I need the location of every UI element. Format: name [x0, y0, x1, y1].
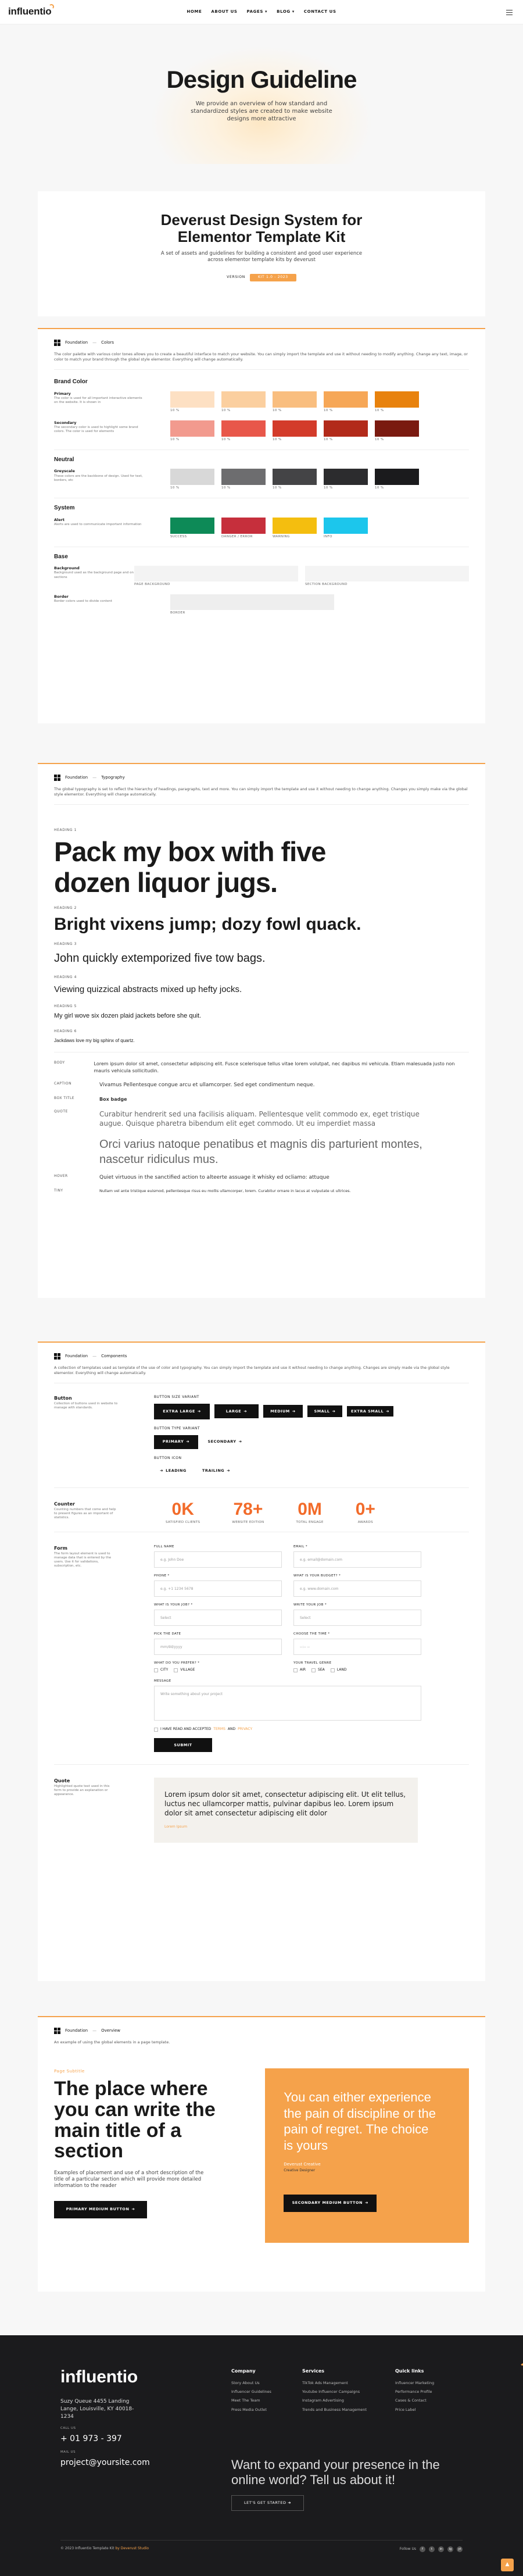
counter-item: 0+ AWARDS [355, 1500, 375, 1525]
kit-desc: A set of assets and guidelines for building a consistent and good user experience across elementor template kits by deverust [160, 251, 363, 263]
color-swatch [273, 518, 317, 540]
quote-label: QUOTE [54, 1109, 68, 1114]
swatch-chip [170, 518, 214, 534]
phone-input[interactable]: e.g. +1 1234 5678 [154, 1580, 282, 1597]
swatch-chip [170, 594, 334, 610]
crumb-separator: — [92, 1354, 97, 1359]
swatch-label: BORDER [170, 611, 185, 615]
swatch-label: 10 % [273, 486, 282, 490]
grey-label: Greyscale [54, 469, 75, 474]
section-desc: The color palette with various color tones allows you to create a beautiful interface to match your website. You can simply import the template and use it without needing to modify anything. Change any text, image, or color to match your brand through the global style elementor. Everything will change automatically. [54, 352, 468, 362]
box-title-label: BOX TITLE [54, 1096, 75, 1100]
alert-swatches [170, 518, 368, 540]
swatch-label: WARNING [273, 534, 290, 538]
follow-label: Follow Us [399, 2546, 416, 2551]
job-select[interactable]: Select [154, 1610, 282, 1626]
footer-link[interactable]: TikTok Ads Management [302, 2380, 348, 2385]
button-label: Button [54, 1396, 72, 1401]
color-swatch [221, 420, 266, 443]
secondary-label: Secondary [54, 420, 77, 425]
footer-col-company: Company Story About Us Influencer Guidelines Meet The Team Press Media Outlet [231, 2368, 271, 2412]
nav-pages[interactable]: PAGES ▾ [246, 9, 268, 15]
footer-col-services: Services TikTok Ads Management Youtube Influencer Campaigns Instagram Advertising Trends and Business Management [302, 2368, 367, 2412]
color-swatch [134, 566, 298, 587]
grid-icon [54, 775, 60, 781]
swatch-label: 10 % [273, 437, 282, 441]
sea-checkbox[interactable]: SEA [311, 1668, 325, 1673]
main-nav [187, 9, 336, 15]
breadcrumb [38, 1343, 485, 1365]
swatch-label: 10 % [170, 437, 180, 441]
quote-sample-large: Orci varius natoque penatibus et magnis dis parturient montes, nascetur ridiculus mus. [99, 1137, 422, 1166]
phone-link[interactable]: + 01 973 - 397 [60, 2434, 122, 2443]
footer-link[interactable]: Influencer Guidelines [231, 2389, 271, 2395]
terms-checkbox[interactable]: I HAVE READ AND ACCEPTED TERMS AND PRIVACY [154, 1727, 421, 1732]
page-title: Design Guideline [166, 66, 357, 93]
grey-swatches [170, 469, 419, 491]
contact-form: FULL NAME e.g. John Doe EMAIL * e.g. email@domain.com PHONE * e.g. +1 1234 5678 WHAT IS YOUR BUDGET? * e.g. www.domain.com WHAT IS YOUR JOB? * Select WRITE YOUR JOB * Select PICK THE DATE mm/dd/yyyy CHOOSE THE TIME * --:-- -- WHAT DO YOU PREFER? * CITY VILLAGE YOUR TRAVEL GENRE AIR SEA LAND MESSAGE Write something about your project I HAVE READ AND ACCEPTED TERMS AND PRIVACY SUBMIT [154, 1545, 421, 1758]
swatch-chip [273, 518, 317, 534]
twitter-icon[interactable]: t [429, 2546, 435, 2552]
footer-link[interactable]: Trends and Business Management [302, 2407, 367, 2412]
color-swatch [375, 391, 419, 413]
grid-icon [54, 340, 60, 346]
background-swatches [134, 566, 469, 587]
typography-section [38, 763, 485, 1298]
logo-arc-icon [49, 4, 54, 9]
quote-sample-small: Curabitur hendrerit sed una facilisis aliquam. Pellentesque velit commodo ex, eget tristique augue. Quisque pharetra bibendum elit eget commodo. Ut eu imperdiet massa [99, 1110, 420, 1128]
primary-button[interactable]: PRIMARY ➜ [154, 1435, 198, 1449]
arrow-icon: ➜ [160, 1468, 164, 1473]
swatch-chip [221, 469, 266, 485]
color-swatch [170, 469, 214, 491]
crumb-separator: — [92, 775, 97, 780]
body-sample: Lorem ipsum dolor sit amet, consectetur adipiscing elit. Fusce scelerisque tellus vitae lorem volutpat, nec dapibus mi vehicula. Etiam malesuada justo non mauris vehicula sollicitudin. [94, 1061, 455, 1074]
swatch-label: 10 % [375, 486, 384, 490]
primary-medium-button[interactable]: PRIMARY MEDIUM BUTTON ➜ [54, 2201, 147, 2218]
swatch-chip [375, 469, 419, 485]
nav-contact[interactable]: CONTACT US [303, 9, 336, 15]
footer-link[interactable]: Performance Profile [395, 2389, 432, 2395]
callout-author: Deverust Creative [284, 2162, 321, 2167]
button-desc: Collection of buttons used in website to manage with standards. [54, 1401, 118, 1410]
footer-cta-text: Want to expand your presence in the online world? Tell us about it! [231, 2457, 440, 2488]
box-title-sample: Box badge [99, 1096, 127, 1102]
quote-block [154, 1778, 418, 1842]
swatch-chip [375, 391, 419, 408]
color-swatch [170, 594, 334, 616]
overview-title: The place where you can write the main title of a section [54, 2078, 216, 2163]
linkedin-icon[interactable]: in [438, 2546, 444, 2552]
message-textarea[interactable]: Write something about your project [154, 1686, 421, 1721]
swatch-label: 10 % [170, 408, 180, 412]
section-desc: An example of using the global elements in a page template. [54, 2040, 170, 2045]
youtube-icon[interactable]: yt [457, 2546, 463, 2552]
xs-button[interactable]: EXTRA SMALL ➜ [347, 1406, 393, 1417]
nav-blog[interactable]: BLOG ▾ [277, 9, 295, 15]
h2-sample: Bright vixens jump; dozy fowl quack. [54, 914, 361, 934]
footer-bottom [60, 2540, 463, 2552]
grid-icon [54, 1353, 60, 1360]
crumb-foundation: Foundation [65, 340, 88, 345]
system-title: System [54, 505, 75, 512]
h1-sample: Pack my box with five dozen liquor jugs. [54, 836, 326, 898]
crumb-typography: Typography [101, 775, 125, 780]
h3-sample: John quickly extemporized five tow bags. [54, 952, 266, 965]
footer-link[interactable]: Press Media Outlet [231, 2407, 267, 2412]
overview-section [38, 2016, 485, 2292]
copyright: © 2023 Influentio Template Kit [60, 2546, 114, 2550]
scroll-top-button[interactable] [501, 2559, 514, 2571]
border-label: Border [54, 594, 69, 600]
secondary-medium-button[interactable]: SECONDARY MEDIUM BUTTON ➜ [284, 2195, 377, 2212]
date-input[interactable]: mm/dd/yyyy [154, 1639, 282, 1655]
logo-arc-icon [520, 2363, 523, 2372]
tiny-sample: Nullam vel ante tristique euismod, pellentesque risus eu mollis ullamcorper, lorem. Curabitur ornare in lacus at vulputate ut ultrices. [99, 1188, 351, 1193]
swatch-label: 10 % [221, 437, 231, 441]
color-swatch [221, 469, 266, 491]
h6-sample: Jackdaws love my big sphinx of quartz. [54, 1037, 135, 1043]
overview-callout [265, 2068, 469, 2243]
nav-home[interactable]: HOME [187, 9, 202, 15]
swatch-chip [273, 469, 317, 485]
site-footer [0, 2335, 523, 2576]
mail-label: MAIL US [60, 2450, 76, 2454]
quote-comp-label: Quote [54, 1778, 70, 1784]
submit-button[interactable]: SUBMIT [154, 1738, 212, 1752]
crumb-colors: Colors [101, 340, 114, 345]
swatch-label: DANGER / ERROR [221, 534, 253, 538]
counter-desc: Counting numbers that come and help to present figures as an important of statistics. [54, 1507, 116, 1520]
footer-link[interactable]: Influencer Marketing [395, 2380, 435, 2385]
border-desc: Border colors used to divide content [54, 600, 113, 604]
swatch-chip [134, 566, 298, 581]
crumb-foundation: Foundation [65, 1354, 88, 1359]
swatch-label: 10 % [221, 408, 231, 412]
village-radio[interactable]: VILLAGE [174, 1668, 195, 1673]
site-header [0, 0, 523, 24]
swatch-label: 10 % [324, 437, 333, 441]
swatch-label: 10 % [324, 486, 333, 490]
background-desc: Background used as the background page and on sections [54, 571, 134, 579]
credit-link[interactable]: by Deverust Studio [115, 2546, 149, 2550]
color-swatch [375, 420, 419, 443]
swatch-label: 10 % [375, 408, 384, 412]
callout-role: Creative Designer [284, 2168, 316, 2173]
footer-link[interactable]: Cases & Contact [395, 2398, 427, 2403]
arrow-up-icon: ▲ [505, 2561, 510, 2568]
overview-text: Examples of placement and use of a short description of the title of a particular section which will provide more detailed information to the reader [54, 2170, 204, 2189]
medium-button[interactable]: MEDIUM ➜ [263, 1405, 303, 1418]
version-badge: KIT 1.0 - 2023 [250, 274, 296, 281]
footer-address: Suzy Queue 4455 Landing Lange, Louisville, KY 40018-1234 [60, 2398, 134, 2420]
color-swatch [170, 420, 214, 443]
alert-desc: Alerts are used to communicate important information [54, 523, 142, 527]
secondary-button[interactable]: SECONDARY ➜ [207, 1439, 242, 1444]
body-label: BODY [54, 1061, 65, 1065]
email-link[interactable]: project@yoursite.com [60, 2457, 150, 2467]
overview-subtitle: Page Subtitle [54, 2069, 85, 2074]
swatch-chip [221, 518, 266, 534]
color-swatch [273, 391, 317, 413]
hover-label: HOVER [54, 1173, 68, 1178]
hover-sample: Quiet virtuous in the sanctified action to alteerte assuage it whisky ed ocliamo: attuque [99, 1174, 329, 1180]
alert-label: Alert [54, 517, 65, 522]
swatch-chip [273, 391, 317, 408]
border-swatches [170, 594, 334, 616]
breadcrumb [38, 2017, 485, 2040]
counter-item: 0K SATISFIED CLIENTS [166, 1500, 200, 1525]
color-swatch [221, 518, 266, 540]
swatch-chip [324, 518, 368, 534]
nav-about[interactable]: ABOUT US [211, 9, 238, 15]
primary-label: Primary [54, 391, 71, 396]
social-links [400, 2546, 463, 2552]
swatch-chip [221, 391, 266, 408]
color-swatch [324, 391, 368, 413]
swatch-chip [324, 420, 368, 437]
page-subtitle: We provide an overview of how standard and standardized styles are created to make website designs more attractive [191, 101, 332, 123]
counter-item: 0M TOTAL ENGAGE [296, 1500, 324, 1525]
type-variant-label: BUTTON TYPE VARIANT [154, 1426, 200, 1430]
budget-input[interactable]: e.g. www.domain.com [293, 1580, 421, 1597]
swatch-chip [324, 391, 368, 408]
fullname-input[interactable]: e.g. John Doe [154, 1551, 282, 1568]
call-label: CALL US [60, 2426, 76, 2430]
kit-title: Deverust Design System for Elementor Template Kit [160, 211, 363, 245]
crumb-foundation: Foundation [65, 775, 88, 780]
quote-text: Lorem ipsum dolor sit amet, consectetur adipiscing elit. Ut elit tellus, luctus nec ullamcorper mattis, pulvinar dapibus leo. Lorem ipsum dolor sit amet consectetur adipiscing elit dolor [164, 1790, 406, 1817]
swatch-chip [273, 420, 317, 437]
footer-link[interactable]: Meet The Team [231, 2398, 260, 2403]
footer-link[interactable]: Price Label [395, 2407, 416, 2412]
swatch-chip [170, 420, 214, 437]
swatch-label: 10 % [273, 408, 282, 412]
counter-label: Counter [54, 1501, 75, 1507]
swatch-chip [375, 420, 419, 437]
color-swatch [375, 469, 419, 491]
air-checkbox[interactable]: AIR [293, 1668, 306, 1673]
xl-button[interactable]: EXTRA LARGE ➜ [154, 1404, 210, 1419]
breadcrumb [38, 329, 485, 352]
leading-icon-button[interactable]: ➜ LEADING [160, 1468, 187, 1473]
version [38, 274, 485, 281]
swatch-chip [170, 391, 214, 408]
caption-sample: Vivamus Pellentesque congue arcu et ullamcorper. Sed eget condimentum neque. [99, 1082, 315, 1088]
color-swatch [324, 469, 368, 491]
crumb-overview: Overview [101, 2028, 121, 2033]
colors-section [38, 328, 485, 723]
footer-logo[interactable]: influentio [60, 2364, 523, 2390]
crumb-separator: — [92, 2028, 97, 2033]
footer-link[interactable]: Youtube Influencer Campaigns [302, 2389, 360, 2395]
quote-author-link[interactable]: Lorem Ipsum [164, 1825, 188, 1829]
primary-desc: The color is used for all important interactive elements on the website. It is shown in [54, 397, 142, 405]
neutral-title: Neutral [54, 456, 74, 463]
background-label: Background [54, 566, 80, 571]
color-swatch [324, 518, 368, 540]
small-button[interactable]: SMALL ➜ [307, 1405, 342, 1417]
footer-link[interactable]: Story About Us [231, 2380, 260, 2385]
write-job-select[interactable]: Select [293, 1610, 421, 1626]
color-swatch [273, 469, 317, 491]
arrow-icon: ➜ [227, 1468, 231, 1473]
color-swatch [273, 420, 317, 443]
secondary-desc: The secondary color is used to highlight some brand colors. The color is used for elements [54, 426, 138, 434]
city-radio[interactable]: CITY [154, 1668, 168, 1673]
swatch-label: 10 % [221, 486, 231, 490]
quote-comp-desc: Highlighted quote text used in this form to provide an explanation or appearance. [54, 1785, 110, 1797]
size-variant-label: BUTTON SIZE VARIANT [154, 1395, 199, 1400]
brand-color-title: Brand Color [54, 379, 88, 386]
swatch-label: SUCCESS [170, 534, 187, 538]
callout-title: You can either experience the pain of discipline or the pain of regret. The choice is yours [284, 2090, 436, 2153]
swatch-label: 10 % [375, 437, 384, 441]
grey-desc: These colors are the backbone of design. Used for text, borders, etc [54, 474, 143, 482]
color-swatch [170, 518, 214, 540]
land-checkbox[interactable]: LAND [331, 1668, 347, 1673]
swatch-chip [170, 469, 214, 485]
large-button[interactable]: LARGE ➜ [214, 1404, 259, 1418]
form-label: Form [54, 1546, 67, 1551]
swatch-chip [305, 566, 469, 581]
h3-label: HEADING 3 [54, 942, 77, 947]
section-desc: The global typography is set to reflect the hierarchy of headings, paragraphs, text and more. You can simply import the template and use it without needing to change anything. Changes you simply make via the global style elementor. Everything will change automatically. [54, 787, 468, 797]
h1-label: HEADING 1 [54, 828, 77, 833]
menu-icon[interactable] [506, 10, 513, 17]
color-swatch [221, 391, 266, 413]
get-started-button[interactable]: LET'S GET STARTED ➜ [231, 2495, 304, 2511]
primary-swatches [170, 391, 419, 413]
h4-label: HEADING 4 [54, 975, 77, 980]
secondary-swatches [170, 420, 419, 443]
kit-card [38, 191, 485, 316]
icon-variant-label: BUTTON ICON [154, 1455, 182, 1460]
swatch-label: 10 % [170, 486, 180, 490]
trailing-icon-button[interactable]: TRAILING ➜ [202, 1468, 231, 1473]
h4-sample: Viewing quizzical abstracts mixed up hefty jocks. [54, 984, 242, 994]
footer-link[interactable]: Instagram Advertising [302, 2398, 344, 2403]
crumb-components: Components [101, 1354, 127, 1359]
base-title: Base [54, 553, 68, 560]
hero [0, 24, 523, 164]
h5-label: HEADING 5 [54, 1004, 77, 1008]
h2-label: HEADING 2 [54, 906, 77, 911]
crumb-foundation: Foundation [65, 2028, 88, 2033]
logo[interactable]: influentio [8, 5, 51, 19]
swatch-chip [324, 469, 368, 485]
color-swatch [170, 391, 214, 413]
counter-item: 78+ WEBSITE EDITION [232, 1500, 264, 1525]
color-swatch [305, 566, 469, 587]
crumb-separator: — [92, 340, 97, 345]
components-section [38, 1341, 485, 1981]
section-desc: A collection of templates used as template of the use of color and typography. You can simply import the template and use it without needing to change anything. Changes are simply made via the global style elementor. Everything will change automatically. [54, 1365, 450, 1376]
color-swatch [324, 420, 368, 443]
version-label: VERSION [227, 275, 245, 280]
swatch-label: 10 % [324, 408, 333, 412]
facebook-icon[interactable]: f [420, 2546, 425, 2552]
swatch-label: INFO [324, 534, 332, 538]
footer-col-quicklinks: Quick links Influencer Marketing Performance Profile Cases & Contact Price Label [395, 2368, 435, 2412]
h5-sample: My girl wove six dozen plaid jackets before she quit. [54, 1012, 202, 1020]
swatch-label: PAGE BACKGROUND [134, 583, 170, 587]
form-desc: The form layout element is used to manage data that is entered by the users. Use it for validations, subscription, etc. [54, 1551, 112, 1568]
caption-label: CAPTION [54, 1081, 72, 1086]
breadcrumb [38, 764, 485, 787]
instagram-icon[interactable]: ig [447, 2546, 453, 2552]
email-input[interactable]: e.g. email@domain.com [293, 1551, 421, 1568]
swatch-label: SECTION BACKGROUND [305, 583, 348, 587]
grid-icon [54, 2028, 60, 2034]
time-input[interactable]: --:-- -- [293, 1639, 421, 1655]
h6-label: HEADING 6 [54, 1029, 77, 1034]
tiny-label: TINY [54, 1188, 63, 1193]
swatch-chip [221, 420, 266, 437]
